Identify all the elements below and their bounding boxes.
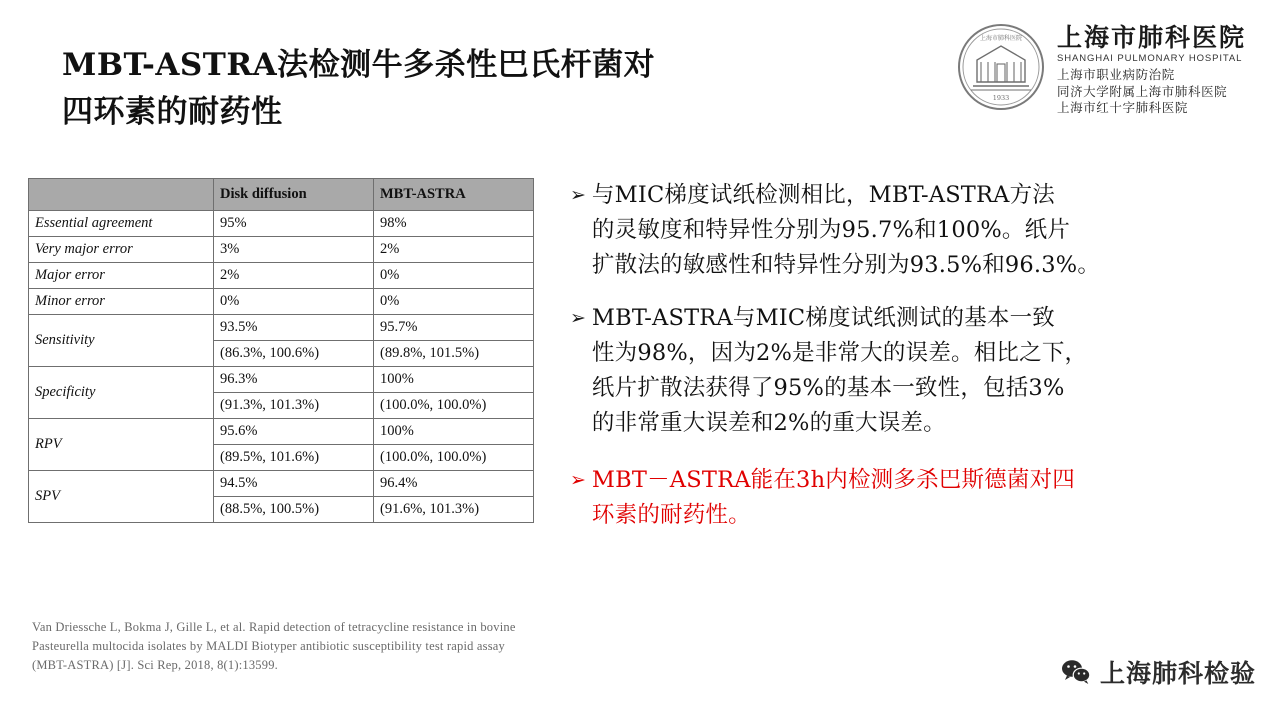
footer-brand: [1061, 654, 1256, 690]
footer-brand-label: 上海肺科检验: [1099, 659, 1256, 688]
bullet-item-3: [570, 463, 1260, 533]
results-table-wrapper: [28, 178, 533, 523]
table-header-disk-diffusion: Disk diffusion: [214, 179, 374, 211]
cell-dd: 0%: [214, 289, 374, 315]
bullet-list: [570, 178, 1260, 551]
cell-dd: 95%: [214, 211, 374, 237]
table-row: [29, 211, 534, 237]
bullet-2-line-2: 性为98%，因为2%是非常大的误差。相比之下，: [591, 340, 1088, 366]
page-title: [62, 42, 882, 136]
row-label: Sensitivity: [29, 315, 214, 367]
row-label: Minor error: [29, 289, 214, 315]
row-label: Major error: [29, 263, 214, 289]
cell-ma-ci: (100.0%, 100.0%): [374, 445, 534, 471]
hospital-sub-2: 同济大学附属上海市肺科医院: [1056, 83, 1228, 99]
citation-line-1: Van Driessche L, Bokma J, Gille L, et al. Rapid detection of tetracycline resistance in bovine: [32, 620, 516, 634]
bullet-3-line-1: MBT－ASTRA能在3h内检测多杀巴斯德菌对四: [591, 467, 1075, 493]
svg-text:上海市肺科医院: 上海市肺科医院: [979, 35, 1022, 42]
bullet-1-line-2: 的灵敏度和特异性分别为95.7%和100%。纸片: [591, 217, 1071, 243]
citation-line-3: (MBT-ASTRA) [J]. Sci Rep, 2018, 8(1):13599.: [32, 658, 278, 672]
bullet-3-line-2: 环素的耐药性。: [591, 502, 751, 528]
cell-ma: 100%: [374, 419, 534, 445]
cell-dd: 96.3%: [214, 367, 374, 393]
table-header-mbt-astra: MBT-ASTRA: [374, 179, 534, 211]
cell-dd-ci: (88.5%, 100.5%): [214, 497, 374, 523]
table-row: [29, 367, 534, 393]
table-row: [29, 419, 534, 445]
wechat-icon: [1061, 659, 1091, 685]
bullet-text-2: [592, 301, 1087, 441]
cell-dd: 93.5%: [214, 315, 374, 341]
bullet-marker-icon: ➢: [570, 469, 586, 491]
bullet-item-2: [570, 301, 1260, 441]
row-label: Very major error: [29, 237, 214, 263]
cell-dd: 94.5%: [214, 471, 374, 497]
cell-dd-ci: (86.3%, 100.6%): [214, 341, 374, 367]
bullet-item-1: [570, 178, 1260, 283]
cell-ma: 2%: [374, 237, 534, 263]
hospital-logo: [957, 20, 1246, 117]
hospital-logo-text: [1057, 20, 1246, 117]
table-row: [29, 315, 534, 341]
table-row: [29, 263, 534, 289]
bullet-text-1: [592, 178, 1100, 283]
cell-ma: 0%: [374, 263, 534, 289]
bullet-1-line-3: 扩散法的敏感性和特异性分别为93.5%和96.3%。: [591, 252, 1101, 278]
cell-dd: 2%: [214, 263, 374, 289]
bullet-2-line-4: 的非常重大误差和2%的重大误差。: [591, 410, 946, 436]
bullet-text-3: [592, 463, 1075, 533]
bullet-2-line-3: 纸片扩散法获得了95%的基本一致性，包括3%: [591, 375, 1065, 401]
cell-ma: 95.7%: [374, 315, 534, 341]
cell-ma: 0%: [374, 289, 534, 315]
cell-dd-ci: (91.3%, 101.3%): [214, 393, 374, 419]
table-row: [29, 289, 534, 315]
table-header-row: [29, 179, 534, 211]
row-label: Essential agreement: [29, 211, 214, 237]
cell-ma-ci: (89.8%, 101.5%): [374, 341, 534, 367]
hospital-crest-icon: [957, 20, 1045, 114]
cell-dd-ci: (89.5%, 101.6%): [214, 445, 374, 471]
results-table: [28, 178, 534, 523]
cell-ma-ci: (100.0%, 100.0%): [374, 393, 534, 419]
bullet-marker-icon: ➢: [570, 307, 586, 329]
row-label: RPV: [29, 419, 214, 471]
table-row: [29, 471, 534, 497]
row-label: SPV: [29, 471, 214, 523]
svg-text:1933: 1933: [992, 94, 1010, 102]
title-line-2: 四环素的耐药性: [62, 94, 283, 130]
cell-ma-ci: (91.6%, 101.3%): [374, 497, 534, 523]
cell-dd: 95.6%: [214, 419, 374, 445]
table-row: [29, 237, 534, 263]
cell-dd: 3%: [214, 237, 374, 263]
bullet-2-line-1: MBT-ASTRA与MIC梯度试纸测试的基本一致: [591, 305, 1056, 331]
hospital-sub-3: 上海市红十字肺科医院: [1056, 100, 1188, 115]
hospital-sub-1: 上海市职业病防治院: [1056, 67, 1175, 82]
hospital-name-cn: 上海市肺科医院: [1056, 23, 1246, 52]
citation-block: [32, 618, 632, 675]
title-line-1: MBT-ASTRA法检测牛多杀性巴氏杆菌对: [62, 47, 656, 83]
cell-ma: 96.4%: [374, 471, 534, 497]
row-label: Specificity: [29, 367, 214, 419]
citation-line-2: Pasteurella multocida isolates by MALDI Biotyper antibiotic susceptibility test rapid assay: [32, 639, 505, 653]
bullet-marker-icon: ➢: [570, 184, 586, 206]
cell-ma: 98%: [374, 211, 534, 237]
hospital-name-en: SHANGHAI PULMONARY HOSPITAL: [1056, 53, 1243, 64]
table-header-blank: [29, 179, 214, 211]
cell-ma: 100%: [374, 367, 534, 393]
bullet-1-line-1: 与MIC梯度试纸检测相比，MBT-ASTRA方法: [591, 182, 1056, 208]
